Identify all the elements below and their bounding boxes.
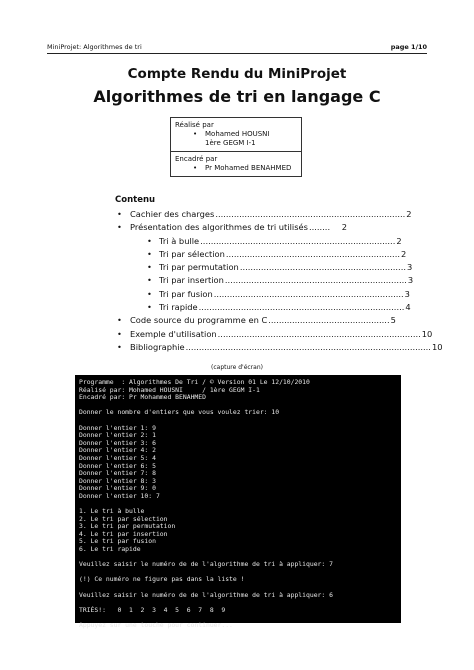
toc-heading: Contenu	[115, 195, 156, 205]
console-line: 2. Le tri par sélection	[79, 514, 168, 523]
console-line: Donner l'entier 9: 0	[79, 484, 156, 493]
header-page-number: page 1/10	[390, 43, 427, 51]
bullet-icon: •	[147, 288, 152, 299]
supervisor-name: Pr Mohamed BENAHMED	[205, 164, 292, 172]
console-line: Donner l'entier 8: 3	[79, 476, 156, 485]
bullet-icon: •	[193, 164, 198, 172]
console-line: Veuillez saisir le numéro de de l'algorithme de tri à appliquer: 7	[79, 560, 333, 569]
toc-subentry[interactable]: • Tri par permutation ............................................................... 3	[147, 262, 413, 273]
toc-entry[interactable]: • Exemple d'utilisation ............................................................................. 10	[117, 328, 433, 339]
console-line: Donner l'entier 3: 6	[79, 438, 156, 447]
header-doc-title: MiniProjet: Algorithmes de tri	[47, 43, 142, 51]
console-line: Donner l'entier 2: 1	[79, 431, 156, 440]
console-line: Donner l'entier 1: 9	[79, 423, 156, 432]
bullet-icon: •	[117, 209, 122, 219]
report-subtitle: Algorithmes de tri en langage C	[93, 87, 381, 106]
report-title: Compte Rendu du MiniProjet	[127, 66, 347, 82]
toc-subentry[interactable]: • Tri par fusion ........................................................................ 3	[147, 288, 410, 299]
screenshot-caption: (capture d'écran)	[211, 364, 263, 371]
bullet-icon: •	[117, 328, 122, 339]
bullet-icon: •	[147, 235, 152, 246]
bullet-icon: •	[117, 341, 122, 352]
console-line: Donner l'entier 4: 2	[79, 446, 156, 455]
console-line: 1. Le tri à bulle	[79, 507, 145, 516]
console-line: Donner l'entier 6: 5	[79, 461, 156, 470]
author-line	[175, 130, 297, 139]
console-line: TRIÉS!: 0 1 2 3 4 5 6 7 8 9	[79, 605, 226, 614]
toc-entry[interactable]: • Bibliographie ............................................................................................. 10	[117, 341, 443, 352]
bullet-icon: •	[147, 275, 152, 286]
bullet-icon: •	[193, 130, 198, 138]
toc-subentry[interactable]: • Tri par sélection .................................................................. 2	[147, 248, 407, 259]
toc-subentry[interactable]: • Tri rapide .............................................................................. 4	[147, 302, 411, 313]
console-line: Donner l'entier 10: 7	[79, 491, 160, 500]
author-info-box	[170, 117, 302, 177]
console-line: Veuillez saisir le numéro de de l'algorithme de tri à appliquer: 6	[79, 590, 333, 599]
console-line: Donner l'entier 7: 8	[79, 469, 156, 478]
bullet-icon: •	[147, 248, 152, 259]
console-line: Programme : Algorithmes De Tri / © Version 01 Le 12/10/2010	[79, 378, 310, 386]
toc-entry[interactable]: • Cachier des charges ........................................................................ 2	[117, 209, 412, 219]
toc-entry[interactable]: • Présentation des algorithmes de tri utilisés ........ 2	[117, 222, 347, 233]
bullet-icon: •	[147, 302, 152, 313]
author-cell	[171, 118, 301, 151]
bullet-icon: •	[117, 315, 122, 326]
console-line: 6. Le tri rapide	[79, 545, 141, 554]
toc-entry[interactable]: • Code source du programme en C .............................................. 5	[117, 315, 396, 326]
console-line: (!) Ce numéro ne figure pas dans la liste !	[79, 575, 245, 584]
author-name: Mohamed HOUSNI	[205, 130, 270, 138]
console-line: Appuyez sur une touche pour continuer...	[79, 621, 233, 629]
supervisor-line	[175, 164, 297, 173]
bullet-icon: •	[117, 222, 122, 233]
toc-subentry[interactable]: • Tri à bulle .......................................................................... 2	[147, 235, 402, 246]
console-line: 3. Le tri par permutation	[79, 522, 176, 531]
console-line: Donner l'entier 5: 4	[79, 453, 156, 462]
supervisor-cell	[171, 151, 301, 176]
table-of-contents	[117, 208, 443, 354]
console-line: Encadré par: Pr Mohammed BENAHMED	[79, 393, 206, 402]
console-line: 5. Le tri par fusion	[79, 537, 156, 546]
toc-subentry[interactable]: • Tri par insertion ..................................................................... 3	[147, 275, 414, 286]
bullet-icon: •	[147, 262, 152, 273]
console-line: Réalisé par: Mohamed HOUSNI / 1ère GEGM I-1	[79, 385, 260, 394]
realise-label: Réalisé par	[175, 121, 214, 129]
console-line: 4. Le tri par insertion	[79, 529, 168, 538]
author-class: 1ère GEGM I-1	[205, 139, 256, 147]
page-header	[47, 43, 427, 55]
encadre-label: Encadré par	[175, 155, 218, 163]
header-rule	[47, 53, 427, 54]
console-line: Donner le nombre d'entiers que vous voulez trier: 10	[79, 408, 280, 417]
console-screenshot	[75, 375, 401, 629]
